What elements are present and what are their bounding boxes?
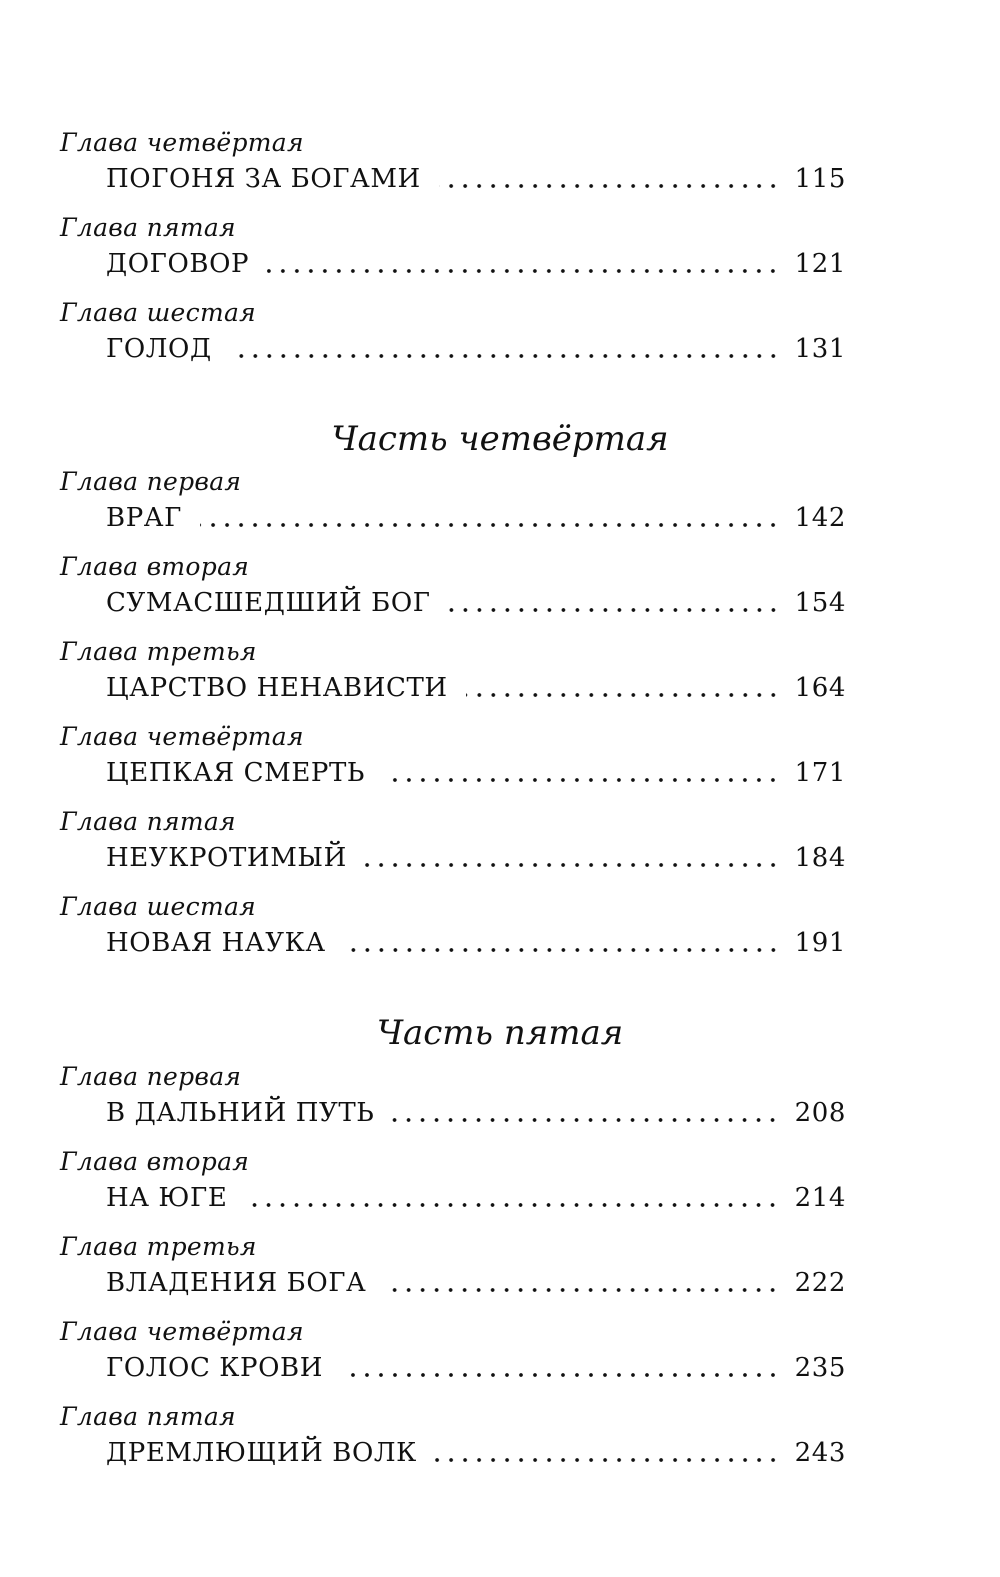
chapter-number-label: Глава четвёртая (60, 128, 304, 157)
dot-leader (267, 248, 780, 280)
chapter-line (106, 331, 846, 365)
chapter-title[interactable]: СУМАСШЕДШИЙ БОГ (106, 588, 431, 618)
chapter-title[interactable]: ГОЛОД (106, 334, 212, 364)
chapter-line (106, 1180, 846, 1214)
page-number[interactable]: 131 (794, 334, 846, 364)
page-number[interactable]: 222 (794, 1268, 846, 1298)
page-number[interactable]: 214 (794, 1183, 846, 1213)
chapter-number-label: Глава четвёртая (60, 1317, 304, 1346)
toc-entry[interactable] (0, 552, 1000, 637)
page-number[interactable]: 235 (794, 1353, 846, 1383)
chapter-title[interactable]: ВЛАДЕНИЯ БОГА (106, 1268, 367, 1298)
chapter-number-label: Глава вторая (60, 1147, 250, 1176)
chapter-number-label: Глава шестая (60, 298, 257, 327)
toc-entry[interactable] (0, 892, 1000, 977)
chapter-line (106, 585, 846, 619)
dot-leader (245, 1182, 780, 1214)
chapter-line (106, 670, 846, 704)
dot-leader (392, 1097, 780, 1129)
dot-leader (200, 502, 780, 534)
chapter-line (106, 500, 846, 534)
toc-entry[interactable] (0, 1317, 1000, 1402)
page-number[interactable]: 184 (794, 843, 846, 873)
chapter-line (106, 1265, 846, 1299)
chapter-number-label: Глава первая (60, 467, 242, 496)
toc-block-part-five (0, 1062, 1000, 1487)
chapter-line (106, 1095, 846, 1129)
toc-entry[interactable] (0, 722, 1000, 807)
toc-entry[interactable] (0, 1147, 1000, 1232)
dot-leader (341, 1352, 780, 1384)
dot-leader (384, 1267, 780, 1299)
toc-entry[interactable] (0, 467, 1000, 552)
chapter-number-label: Глава третья (60, 637, 257, 666)
chapter-title[interactable]: НЕУКРОТИМЫЙ (106, 843, 347, 873)
page-number[interactable]: 171 (794, 758, 846, 788)
chapter-number-label: Глава вторая (60, 552, 250, 581)
dot-leader (230, 333, 780, 365)
chapter-title[interactable]: НА ЮГЕ (106, 1183, 228, 1213)
chapter-number-label: Глава шестая (60, 892, 257, 921)
page-number[interactable]: 154 (794, 588, 846, 618)
chapter-title[interactable]: В ДАЛЬНИЙ ПУТЬ (106, 1098, 375, 1128)
dot-leader (449, 587, 780, 619)
chapter-title[interactable]: ВРАГ (106, 503, 182, 533)
chapter-number-label: Глава пятая (60, 807, 236, 836)
toc-block-part-four (0, 467, 1000, 977)
toc-entry[interactable] (0, 807, 1000, 892)
page-number[interactable]: 208 (794, 1098, 846, 1128)
chapter-line (106, 755, 846, 789)
chapter-line (106, 1435, 846, 1469)
chapter-number-label: Глава четвёртая (60, 722, 304, 751)
toc-entry[interactable] (0, 213, 1000, 298)
toc-entry[interactable] (0, 1232, 1000, 1317)
chapter-line (106, 925, 846, 959)
chapter-line (106, 246, 846, 280)
page-number[interactable]: 142 (794, 503, 846, 533)
chapter-title[interactable]: ДРЕМЛЮЩИЙ ВОЛК (106, 1438, 417, 1468)
page-number[interactable]: 115 (794, 164, 846, 194)
chapter-title[interactable]: НОВАЯ НАУКА (106, 928, 326, 958)
chapter-number-label: Глава третья (60, 1232, 257, 1261)
chapter-number-label: Глава пятая (60, 213, 236, 242)
page-number[interactable]: 243 (794, 1438, 846, 1468)
chapter-title[interactable]: ДОГОВОР (106, 249, 250, 279)
part-five-heading: Часть пятая (376, 1013, 624, 1053)
page-number[interactable]: 164 (794, 673, 846, 703)
dot-leader (344, 927, 780, 959)
chapter-title[interactable]: ЦАРСТВО НЕНАВИСТИ (106, 673, 448, 703)
dot-leader (365, 842, 780, 874)
toc-entry[interactable] (0, 1062, 1000, 1147)
dot-leader (435, 1437, 780, 1469)
chapter-title[interactable]: ЦЕПКАЯ СМЕРТЬ (106, 758, 366, 788)
dot-leader (439, 163, 780, 195)
toc-entry[interactable] (0, 637, 1000, 722)
toc-block-continued (0, 128, 1000, 383)
dot-leader (466, 672, 780, 704)
page-number[interactable]: 191 (794, 928, 846, 958)
chapter-line (106, 840, 846, 874)
chapter-line (106, 1350, 846, 1384)
toc-entry[interactable] (0, 298, 1000, 383)
dot-leader (383, 757, 780, 789)
toc-entry[interactable] (0, 1402, 1000, 1487)
part-four-heading: Часть четвёртая (331, 419, 669, 459)
chapter-title[interactable]: ПОГОНЯ ЗА БОГАМИ (106, 164, 421, 194)
chapter-number-label: Глава первая (60, 1062, 242, 1091)
page-number[interactable]: 121 (794, 249, 846, 279)
toc-entry[interactable] (0, 128, 1000, 213)
chapter-title[interactable]: ГОЛОС КРОВИ (106, 1353, 324, 1383)
chapter-line (106, 161, 846, 195)
chapter-number-label: Глава пятая (60, 1402, 236, 1431)
